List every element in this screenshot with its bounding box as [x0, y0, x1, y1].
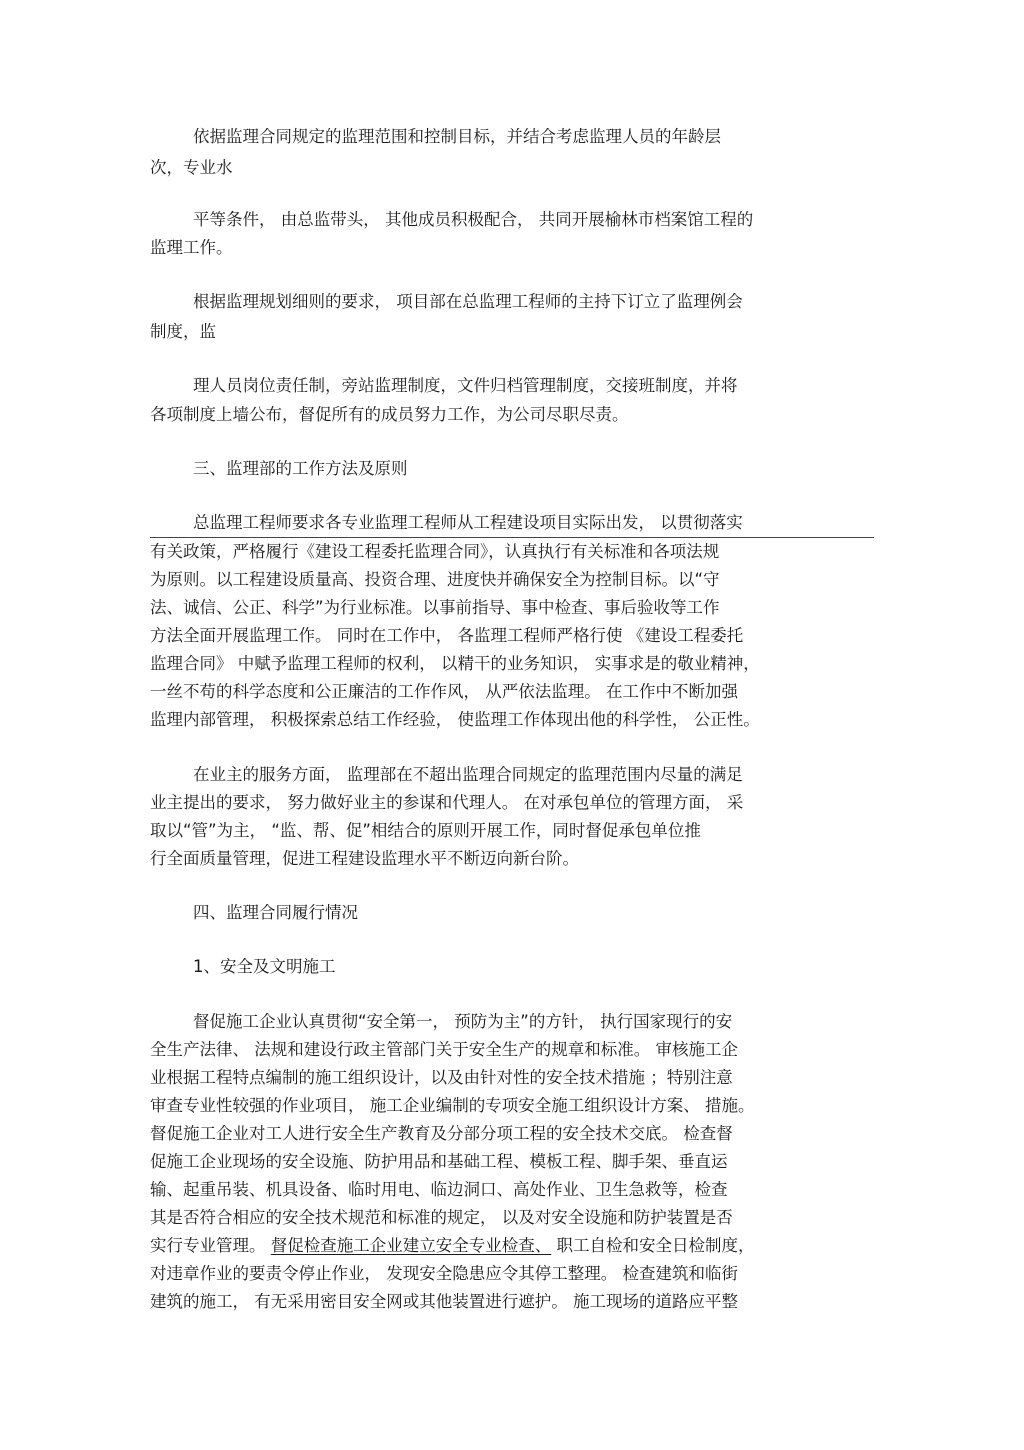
paragraph-7-line-6: 促施工企业现场的安全设施、防护用品和基础工程、模板工程、脚手架、垂直运	[150, 1152, 728, 1171]
paragraph-6-line-4: 行全面质量管理，促进工程建设监理水平不断迈向新台阶。	[150, 849, 579, 868]
paragraph-2-line-2: 监理工作。	[150, 238, 233, 257]
paragraph-5-line-4: 法、诚信、公正、科学”为行业标准。以事前指导、事中检查、事后验收等工作	[150, 598, 720, 617]
paragraph-7-line-1: 督促施工企业认真贯彻“安全第一， 预防为主”的方针， 执行国家现行的安	[193, 1012, 733, 1031]
line-9-tail-text: 职工自检和安全日检制度，	[551, 1236, 755, 1255]
paragraph-6-line-1: 在业主的服务方面， 监理部在不超出监理合同规定的监理范围内尽量的满足	[193, 765, 743, 784]
horizontal-rule	[150, 537, 874, 538]
paragraph-3-line-1: 根据监理规划细则的要求， 项目部在总监理工程师的主持下订立了监理例会	[193, 292, 743, 311]
paragraph-5-line-8: 监理内部管理， 积极探索总结工作经验， 使监理工作体现出他的科学性， 公正性。	[150, 710, 760, 729]
paragraph-3-line-2: 制度，监	[150, 322, 216, 341]
line-9-lead-text: 实行专业管理。	[150, 1236, 271, 1255]
section-heading-4: 四、监理合同履行情况	[193, 903, 358, 922]
paragraph-5-line-5: 方法全面开展监理工作。 同时在工作中， 各监理工程师严格行使 《建设工程委托	[150, 626, 744, 645]
paragraph-1-line-1: 依据监理合同规定的监理范围和控制目标，并结合考虑监理人员的年龄层	[193, 127, 721, 146]
paragraph-7-line-7: 输、起重吊装、机具设备、临时用电、临边洞口、高处作业、卫生急救等，检查	[150, 1180, 728, 1199]
paragraph-7-line-9	[150, 1236, 755, 1256]
paragraph-1-line-2: 次，专业水	[150, 158, 233, 177]
paragraph-7-line-3: 业根据工程特点编制的施工组织设计，以及由针对性的安全技术措施 ；特别注意	[150, 1068, 733, 1087]
paragraph-7-line-4: 审查专业性较强的作业项目， 施工企业编制的专项安全施工组织设计方案、 措施。	[150, 1096, 755, 1115]
paragraph-7-line-2: 全生产法律、 法规和建设行政主管部门关于安全生产的规章和标准。 审核施工企	[150, 1040, 738, 1059]
paragraph-4-line-1: 理人员岗位责任制，旁站监理制度，文件归档管理制度，交接班制度，并将	[193, 376, 738, 395]
paragraph-2-line-1: 平等条件， 由总监带头， 其他成员积极配合， 共同开展榆林市档案馆工程的	[193, 210, 754, 229]
paragraph-4-line-2: 各项制度上墙公布，督促所有的成员努力工作，为公司尽职尽责。	[150, 405, 629, 424]
section-heading-3: 三、监理部的工作方法及原则	[193, 459, 408, 478]
paragraph-6-line-2: 业主提出的要求， 努力做好业主的参谋和代理人。 在对承包单位的管理方面， 采	[150, 793, 744, 812]
subsection-heading-4-1: 1、安全及文明施工	[193, 957, 336, 976]
paragraph-7-line-11: 建筑的施工， 有无采用密目安全网或其他装置进行遮护。 施工现场的道路应平整	[150, 1292, 738, 1311]
underlined-phrase: 督促检查施工企业建立安全专业检查、	[270, 1236, 552, 1255]
paragraph-7-line-8: 其是否符合相应的安全技术规范和标准的规定， 以及对安全设施和防护装置是否	[150, 1208, 733, 1227]
paragraph-5-line-2: 有关政策，严格履行《建设工程委托监理合同》，认真执行有关标准和各项法规	[150, 542, 720, 561]
paragraph-5-line-7: 一丝不苟的科学态度和公正廉洁的工作作风， 从严依法监理。 在工作中不断加强	[150, 682, 738, 701]
paragraph-7-line-5: 督促施工企业对工人进行安全生产教育及分部分项工程的安全技术交底。 检查督	[150, 1124, 733, 1143]
paragraph-5-line-3: 为原则。以工程建设质量高、投资合理、进度快并确保安全为控制目标。以“守	[150, 570, 720, 589]
paragraph-6-line-3: 取以“管”为主， “监、帮、促”相结合的原则开展工作，同时督促承包单位推	[150, 821, 701, 840]
paragraph-7-line-10: 对违章作业的要责令停止作业， 发现安全隐患应令其停工整理。 检查建筑和临街	[150, 1264, 738, 1283]
paragraph-5-line-1: 总监理工程师要求各专业监理工程师从工程建设项目实际出发， 以贯彻落实	[193, 513, 743, 532]
paragraph-5-line-6: 监理合同》 中赋予监理工程师的权利， 以精干的业务知识， 实事求是的敬业精神，	[150, 654, 760, 673]
